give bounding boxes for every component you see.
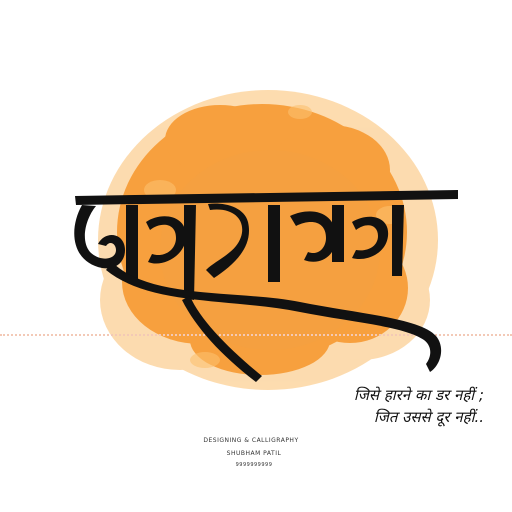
credit-designer-role: DESIGNING & CALLIGRAPHY — [203, 437, 299, 444]
quote-block — [354, 384, 484, 428]
credit-contact-number: 9999999999 — [235, 462, 273, 468]
title-text — [70, 192, 410, 272]
credit-designer-name: SHUBHAM PATIL — [226, 450, 282, 457]
quote-line-2: जित उससे दूर नहीं.. — [373, 408, 484, 426]
quote-line-1: जिसे हारने का डर नहीं ; — [353, 386, 484, 404]
